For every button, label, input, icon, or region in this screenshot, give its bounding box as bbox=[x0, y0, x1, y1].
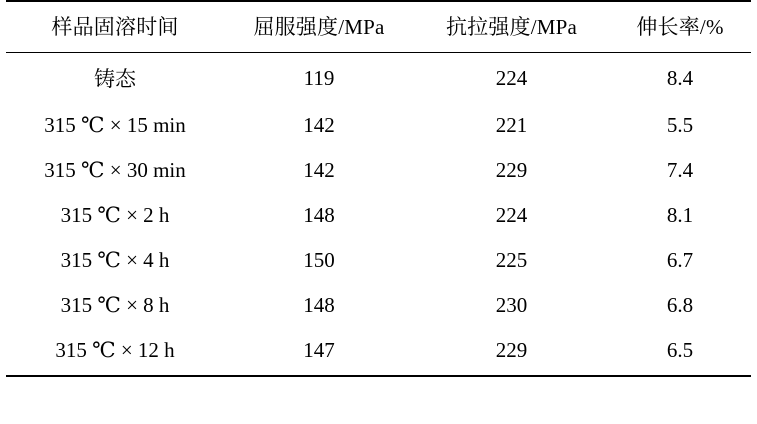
table-row bbox=[6, 193, 751, 238]
column-header-tensile-strength: 抗拉强度/MPa bbox=[414, 1, 609, 53]
cell-elongation: 8.4 bbox=[666, 65, 694, 90]
column-header-yield-strength: 屈服强度/MPa bbox=[224, 1, 414, 53]
cell-sample: 铸态 bbox=[94, 67, 136, 91]
column-header-elongation: 伸长率/% bbox=[609, 1, 751, 53]
cell-sample: 315 ℃ × 30 min bbox=[44, 158, 186, 182]
cell-yield: 150 bbox=[303, 248, 335, 272]
column-header-sample: 样品固溶时间 bbox=[6, 1, 224, 53]
cell-yield: 142 bbox=[303, 113, 335, 137]
cell-sample: 315 ℃ × 12 h bbox=[6, 328, 224, 376]
cell-elongation: 6.5 bbox=[609, 328, 751, 376]
cell-elongation: 6.7 bbox=[666, 248, 694, 272]
table-header bbox=[6, 1, 751, 53]
cell-tensile: 229 bbox=[495, 158, 528, 182]
cell-tensile: 224 bbox=[495, 203, 528, 227]
cell-sample: 315 ℃ × 8 h bbox=[60, 293, 170, 317]
cell-sample: 315 ℃ × 15 min bbox=[44, 113, 186, 137]
cell-sample: 315 ℃ × 4 h bbox=[60, 248, 170, 272]
cell-elongation: 6.8 bbox=[666, 293, 694, 317]
cell-yield: 148 bbox=[303, 203, 335, 227]
table-row bbox=[6, 238, 751, 283]
cell-yield: 147 bbox=[224, 328, 414, 376]
cell-yield: 142 bbox=[303, 158, 335, 182]
cell-elongation: 7.4 bbox=[666, 158, 694, 182]
cell-yield: 148 bbox=[303, 293, 335, 317]
cell-elongation: 5.5 bbox=[666, 113, 694, 137]
table-row bbox=[6, 328, 751, 376]
table-row bbox=[6, 148, 751, 193]
cell-tensile: 230 bbox=[495, 293, 528, 317]
table-row bbox=[6, 53, 751, 104]
table-header-row bbox=[6, 1, 751, 53]
cell-tensile: 224 bbox=[495, 65, 528, 90]
cell-sample: 315 ℃ × 2 h bbox=[60, 203, 170, 227]
cell-yield: 119 bbox=[303, 65, 335, 90]
cell-tensile: 225 bbox=[495, 248, 528, 272]
cell-tensile: 221 bbox=[495, 113, 528, 137]
table-row bbox=[6, 103, 751, 148]
table-row bbox=[6, 283, 751, 328]
mechanical-properties-table bbox=[6, 0, 751, 377]
table-body bbox=[6, 53, 751, 377]
cell-tensile: 229 bbox=[414, 328, 609, 376]
cell-elongation: 8.1 bbox=[666, 203, 694, 227]
